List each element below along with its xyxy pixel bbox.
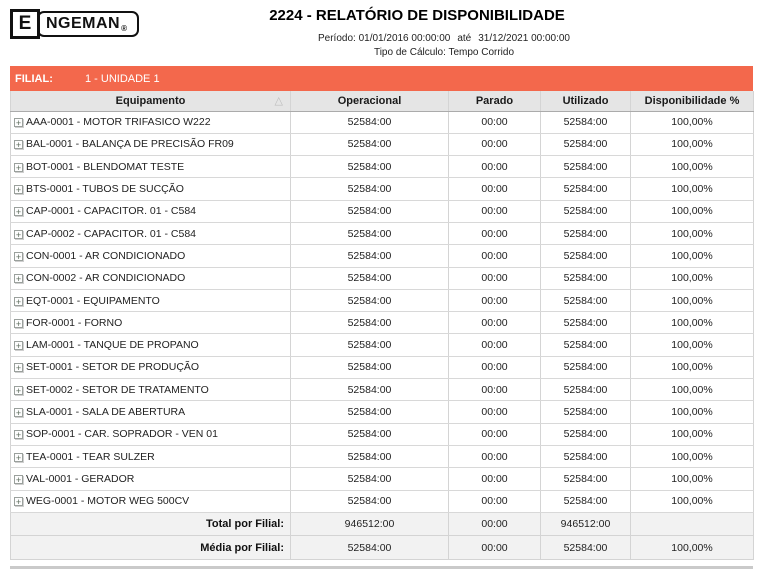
- parado-cell: 00:00: [449, 379, 541, 401]
- column-header-operacional[interactable]: Operacional: [291, 91, 449, 111]
- equipment-row: [11, 401, 754, 423]
- parado-cell: 00:00: [449, 267, 541, 289]
- expand-plus-icon[interactable]: +: [15, 474, 22, 485]
- disponibilidade-cell: 100,00%: [631, 222, 754, 244]
- equipamento-name: WEG-0001 - MOTOR WEG 500CV: [26, 495, 190, 508]
- utilizado-cell: 52584:00: [541, 445, 631, 467]
- equipamento-cell: [11, 379, 291, 401]
- operacional-cell: 52584:00: [291, 245, 449, 267]
- expand-plus-icon[interactable]: +: [15, 118, 22, 129]
- table-footer: [11, 512, 754, 559]
- utilizado-cell: 52584:00: [541, 379, 631, 401]
- media-row-utilizado: 52584:00: [541, 536, 631, 560]
- equipment-row: [11, 289, 754, 311]
- equipment-row: [11, 356, 754, 378]
- parado-cell: 00:00: [449, 445, 541, 467]
- utilizado-cell: 52584:00: [541, 111, 631, 133]
- registered-trademark-icon: ®: [121, 24, 128, 33]
- utilizado-cell: 52584:00: [541, 178, 631, 200]
- disponibilidade-cell: 100,00%: [631, 356, 754, 378]
- engeman-logo: [10, 9, 139, 39]
- expand-plus-icon[interactable]: +: [15, 341, 22, 352]
- column-header-disponibilidade[interactable]: Disponibilidade %: [631, 91, 754, 111]
- utilizado-cell: 52584:00: [541, 200, 631, 222]
- total-row-parado: 00:00: [449, 512, 541, 536]
- utilizado-cell: 52584:00: [541, 423, 631, 445]
- equipment-row: [11, 222, 754, 244]
- operacional-cell: 52584:00: [291, 312, 449, 334]
- disponibilidade-cell: 100,00%: [631, 133, 754, 155]
- operacional-cell: 52584:00: [291, 178, 449, 200]
- total-row-operacional: 946512:00: [291, 512, 449, 536]
- disponibilidade-cell: 100,00%: [631, 200, 754, 222]
- disponibilidade-cell: 100,00%: [631, 245, 754, 267]
- equipment-row: [11, 490, 754, 512]
- disponibilidade-cell: 100,00%: [631, 334, 754, 356]
- expand-plus-icon[interactable]: +: [15, 229, 22, 240]
- equipamento-name: FOR-0001 - FORNO: [26, 316, 123, 329]
- equipamento-cell: [11, 490, 291, 512]
- equipamento-cell: [11, 178, 291, 200]
- equipamento-cell: [11, 334, 291, 356]
- equipamento-cell: [11, 245, 291, 267]
- equipamento-name: BAL-0001 - BALANÇA DE PRECISÃO FR09: [26, 138, 234, 151]
- sort-ascending-icon[interactable]: △: [274, 95, 283, 107]
- operacional-cell: 52584:00: [291, 401, 449, 423]
- equipamento-name: LAM-0001 - TANQUE DE PROPANO: [26, 339, 199, 352]
- equipamento-name: SET-0001 - SETOR DE PRODUÇÃO: [26, 361, 200, 374]
- expand-plus-icon[interactable]: +: [15, 162, 22, 173]
- parado-cell: 00:00: [449, 334, 541, 356]
- report-table-wrapper: [10, 91, 753, 560]
- equipamento-cell: [11, 133, 291, 155]
- equipamento-cell: [11, 111, 291, 133]
- equipment-row: [11, 468, 754, 490]
- filial-group-bar: [10, 66, 753, 91]
- equipamento-cell: [11, 289, 291, 311]
- media-row-disponibilidade: 100,00%: [631, 536, 754, 560]
- utilizado-cell: 52584:00: [541, 289, 631, 311]
- disponibilidade-cell: 100,00%: [631, 111, 754, 133]
- equipamento-cell: [11, 267, 291, 289]
- disponibilidade-cell: 100,00%: [631, 156, 754, 178]
- parado-cell: 00:00: [449, 200, 541, 222]
- equipamento-name: SLA-0001 - SALA DE ABERTURA: [26, 406, 186, 418]
- equipment-row: [11, 445, 754, 467]
- equipamento-cell: [11, 156, 291, 178]
- equipment-row: [11, 379, 754, 401]
- utilizado-cell: 52584:00: [541, 468, 631, 490]
- utilizado-cell: 52584:00: [541, 312, 631, 334]
- utilizado-cell: 52584:00: [541, 245, 631, 267]
- equipamento-cell: [11, 222, 291, 244]
- logo-wordmark: [37, 11, 139, 37]
- equipamento-name: BOT-0001 - BLENDOMAT TESTE: [26, 160, 185, 173]
- operacional-cell: 52584:00: [291, 445, 449, 467]
- operacional-cell: 52584:00: [291, 379, 449, 401]
- filial-value: 1 - UNIDADE 1: [85, 72, 160, 85]
- disponibilidade-cell: 100,00%: [631, 312, 754, 334]
- period-end: 31/12/2021 00:00:00: [478, 33, 571, 44]
- expand-plus-icon[interactable]: +: [15, 296, 22, 307]
- expand-plus-icon[interactable]: +: [15, 318, 22, 329]
- disponibilidade-cell: 100,00%: [631, 445, 754, 467]
- equipment-row: [11, 267, 754, 289]
- equipamento-cell: [11, 200, 291, 222]
- report-bottom-rule: [10, 566, 753, 569]
- disponibilidade-cell: 100,00%: [631, 178, 754, 200]
- operacional-cell: 52584:00: [291, 111, 449, 133]
- equipamento-name: BTS-0001 - TUBOS DE SUCÇÃO: [26, 183, 184, 196]
- expand-plus-icon[interactable]: +: [15, 385, 22, 396]
- equipamento-name: CON-0002 - AR CONDICIONADO: [26, 272, 186, 285]
- utilizado-cell: 52584:00: [541, 356, 631, 378]
- total-row-utilizado: 946512:00: [541, 512, 631, 536]
- page-title: 2224 - RELATÓRIO DE DISPONIBILIDADE: [269, 7, 565, 24]
- report-period: [318, 33, 570, 44]
- disponibilidade-cell: 100,00%: [631, 401, 754, 423]
- expand-plus-icon[interactable]: +: [15, 363, 22, 374]
- parado-cell: 00:00: [449, 356, 541, 378]
- parado-cell: 00:00: [449, 245, 541, 267]
- parado-cell: 00:00: [449, 111, 541, 133]
- operacional-cell: 52584:00: [291, 222, 449, 244]
- equipamento-cell: [11, 468, 291, 490]
- operacional-cell: 52584:00: [291, 490, 449, 512]
- equipamento-cell: [11, 401, 291, 423]
- parado-cell: 00:00: [449, 423, 541, 445]
- parado-cell: 00:00: [449, 468, 541, 490]
- parado-cell: 00:00: [449, 490, 541, 512]
- expand-plus-icon[interactable]: +: [15, 497, 22, 508]
- operacional-cell: 52584:00: [291, 289, 449, 311]
- utilizado-cell: 52584:00: [541, 222, 631, 244]
- expand-plus-icon[interactable]: +: [15, 251, 22, 262]
- equipment-row: [11, 423, 754, 445]
- parado-cell: 00:00: [449, 178, 541, 200]
- equipamento-name: CON-0001 - AR CONDICIONADO: [26, 249, 186, 262]
- equipment-row: [11, 334, 754, 356]
- equipment-row: [11, 111, 754, 133]
- equipamento-name: VAL-0001 - GERADOR: [26, 472, 135, 485]
- parado-cell: 00:00: [449, 133, 541, 155]
- calc-type-line: Tipo de Cálculo: Tempo Corrido: [373, 47, 515, 58]
- table-header-row: [11, 91, 754, 111]
- period-start: Período: 01/01/2016 00:00:00: [317, 33, 451, 44]
- equipamento-name: SOP-0001 - CAR. SOPRADOR - VEN 01: [26, 428, 218, 441]
- equipamento-name: CAP-0001 - CAPACITOR. 01 - C584: [26, 205, 197, 218]
- table-body: [11, 111, 754, 512]
- disponibilidade-cell: 100,00%: [631, 379, 754, 401]
- period-until: até: [457, 33, 472, 44]
- disponibilidade-cell: 100,00%: [631, 423, 754, 445]
- parado-cell: 00:00: [449, 289, 541, 311]
- expand-plus-icon[interactable]: +: [15, 408, 22, 418]
- parado-cell: 00:00: [449, 156, 541, 178]
- equipment-row: [11, 312, 754, 334]
- equipamento-name: TEA-0001 - TEAR SULZER: [26, 450, 155, 463]
- utilizado-cell: 52584:00: [541, 156, 631, 178]
- utilizado-cell: 52584:00: [541, 334, 631, 356]
- total-row: [11, 512, 754, 536]
- utilizado-cell: 52584:00: [541, 133, 631, 155]
- disponibilidade-cell: 100,00%: [631, 289, 754, 311]
- utilizado-cell: 52584:00: [541, 267, 631, 289]
- expand-plus-icon[interactable]: +: [15, 430, 22, 441]
- operacional-cell: 52584:00: [291, 334, 449, 356]
- equipamento-name: AAA-0001 - MOTOR TRIFASICO W222: [26, 116, 211, 129]
- parado-cell: 00:00: [449, 312, 541, 334]
- expand-plus-icon[interactable]: +: [15, 140, 22, 151]
- operacional-cell: 52584:00: [291, 468, 449, 490]
- total-row-label: Total por Filial:: [11, 512, 291, 536]
- equipment-row: [11, 133, 754, 155]
- equipamento-cell: [11, 356, 291, 378]
- operacional-cell: 52584:00: [291, 200, 449, 222]
- parado-cell: 00:00: [449, 222, 541, 244]
- operacional-cell: 52584:00: [291, 156, 449, 178]
- expand-plus-icon[interactable]: +: [15, 452, 22, 463]
- disponibilidade-cell: 100,00%: [631, 468, 754, 490]
- utilizado-cell: 52584:00: [541, 490, 631, 512]
- filial-label: FILIAL:: [15, 72, 53, 85]
- media-row-operacional: 52584:00: [291, 536, 449, 560]
- column-header-utilizado[interactable]: Utilizado: [541, 91, 631, 111]
- column-header-parado[interactable]: Parado: [449, 91, 541, 111]
- operacional-cell: 52584:00: [291, 423, 449, 445]
- media-row-parado: 00:00: [449, 536, 541, 560]
- equipment-row: [11, 200, 754, 222]
- equipamento-name: CAP-0002 - CAPACITOR. 01 - C584: [26, 227, 197, 240]
- operacional-cell: 52584:00: [291, 267, 449, 289]
- equipamento-cell: [11, 312, 291, 334]
- logo-e-mark: E: [10, 9, 40, 39]
- equipment-row: [11, 178, 754, 200]
- operacional-cell: 52584:00: [291, 356, 449, 378]
- media-row-label: Média por Filial:: [11, 536, 291, 560]
- expand-plus-icon[interactable]: +: [15, 274, 22, 285]
- equipamento-cell: [11, 445, 291, 467]
- column-header-equipamento[interactable]: Equipamento △: [11, 91, 291, 111]
- report-table: [10, 91, 754, 560]
- parado-cell: 00:00: [449, 401, 541, 423]
- utilizado-cell: 52584:00: [541, 401, 631, 423]
- media-row: [11, 536, 754, 560]
- expand-plus-icon[interactable]: +: [15, 207, 22, 218]
- operacional-cell: 52584:00: [291, 133, 449, 155]
- expand-plus-icon[interactable]: +: [15, 185, 22, 196]
- equipment-row: [11, 245, 754, 267]
- equipamento-cell: [11, 423, 291, 445]
- equipamento-name: SET-0002 - SETOR DE TRATAMENTO: [26, 383, 209, 396]
- disponibilidade-cell: 100,00%: [631, 267, 754, 289]
- equipment-row: [11, 156, 754, 178]
- logo-word-text: NGEMAN: [46, 15, 121, 32]
- total-row-disponibilidade: [631, 512, 754, 536]
- disponibilidade-cell: 100,00%: [631, 490, 754, 512]
- equipamento-name: EQT-0001 - EQUIPAMENTO: [26, 294, 160, 307]
